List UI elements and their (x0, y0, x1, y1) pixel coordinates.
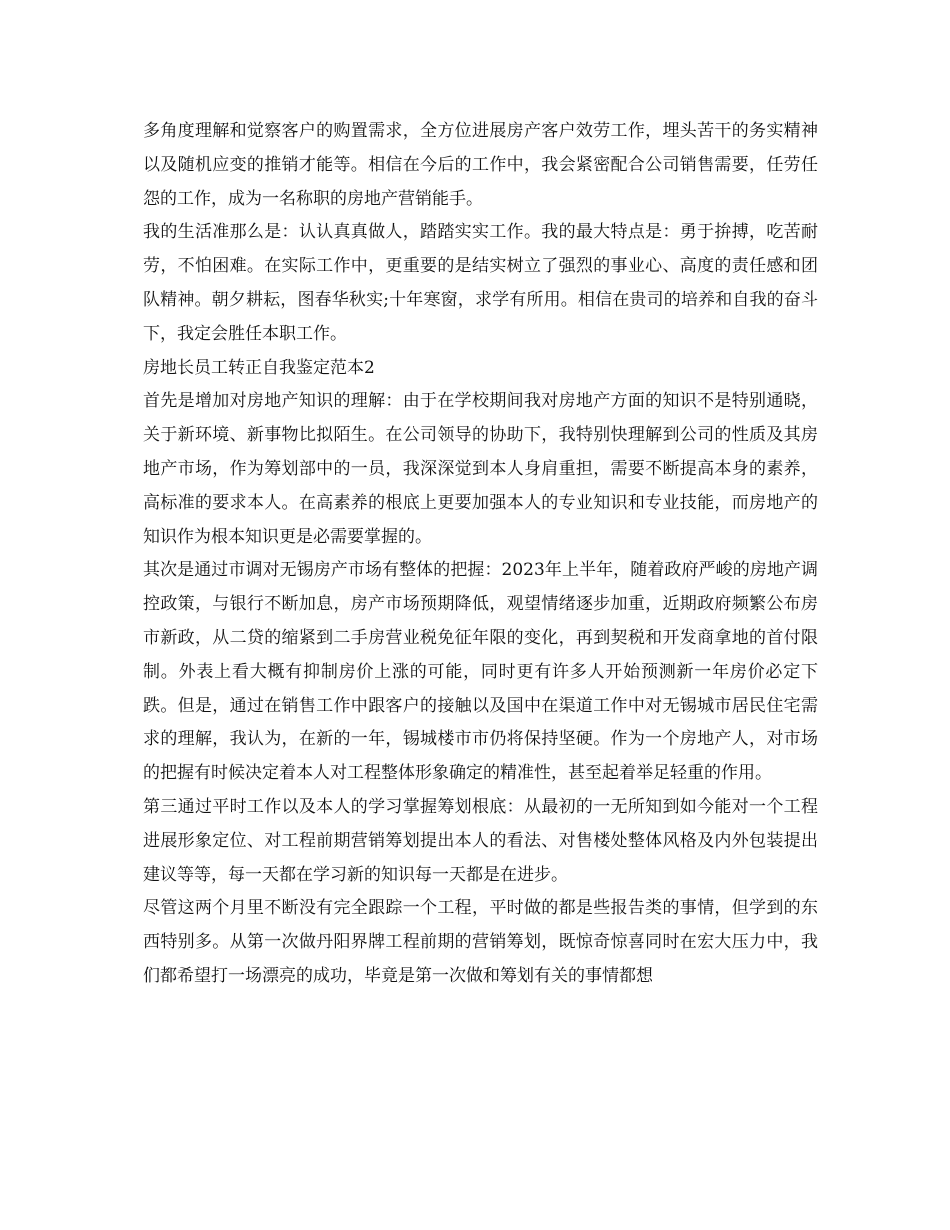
document-body (143, 115, 818, 994)
paragraph-planning: 第三通过平时工作以及本人的学习掌握筹划根底：从最初的一无所知到如今能对一个工程进展形象定位、对工程前期营销筹划提出本人的看法、对售楼处整体风格及内外包装提出建议等等，每一天都在学习新的知识每一天都是在进步。 (143, 796, 818, 885)
paragraph-life-principle: 我的生活准那么是：认认真真做人，踏踏实实工作。我的最大特点是：勇于拚搏，吃苦耐劳，不怕困难。在实际工作中，更重要的是结实树立了强烈的事业心、高度的责任感和团队精神。朝夕耕耘，图春华秋实;十年寒窗，求学有所用。相信在贵司的培养和自我的奋斗下，我定会胜任本职工作。 (143, 222, 818, 344)
paragraph-intro-continuation: 多角度理解和觉察客户的购置需求，全方位进展房产客户效劳工作，埋头苦干的务实精神以及随机应变的推销才能等。相信在今后的工作中，我会紧密配合公司销售需要，任劳任怨的工作，成为一名称职的房地产营销能手。 (143, 121, 818, 209)
paragraph-knowledge: 首先是增加对房地产知识的理解：由于在学校期间我对房地产方面的知识不是特别通晓，关于新环境、新事物比拟陌生。在公司领导的协助下，我特别快理解到公司的性质及其房地产市场，作为筹划部中的一员，我深深觉到本人身肩重担，需要不断提高本身的素养，高标准的要求本人。在高素养的根底上更要加强本人的专业知识和专业技能，而房地产的知识作为根本知识更是必需要掌握的。 (143, 391, 818, 547)
paragraph-experience: 尽管这两个月里不断没有完全跟踪一个工程，平时做的都是些报告类的事情，但学到的东西特别多。从第一次做丹阳界牌工程前期的营销筹划，既惊奇惊喜同时在宏大压力中，我们都希望打一场漂亮的成功，毕竟是第一次做和筹划有关的事情都想 (143, 898, 818, 986)
section-heading: 房地长员工转正自我鉴定范本2 (143, 357, 375, 378)
paragraph-market: 其次是通过市调对无锡房产市场有整体的把握：2023年上半年，随着政府严峻的房地产调控政策，与银行不断加息，房产市场预期降低，观望情绪逐步加重，近期政府频繁公布房市新政，从二贷的缩紧到二手房营业税免征年限的变化，再到契税和开发商拿地的首付限制。外表上看大概有抑制房价上涨的可能，同时更有许多人开始预测新一年房价必定下跌。但是，通过在销售工作中跟客户的接触以及国中在渠道工作中对无锡城市居民住宅需求的理解，我认为，在新的一年，锡城楼市市仍将保持坚硬。作为一个房地产人，对市场的把握有时候决定着本人对工程整体形象确定的精准性，甚至起着举足轻重的作用。 (143, 560, 818, 784)
